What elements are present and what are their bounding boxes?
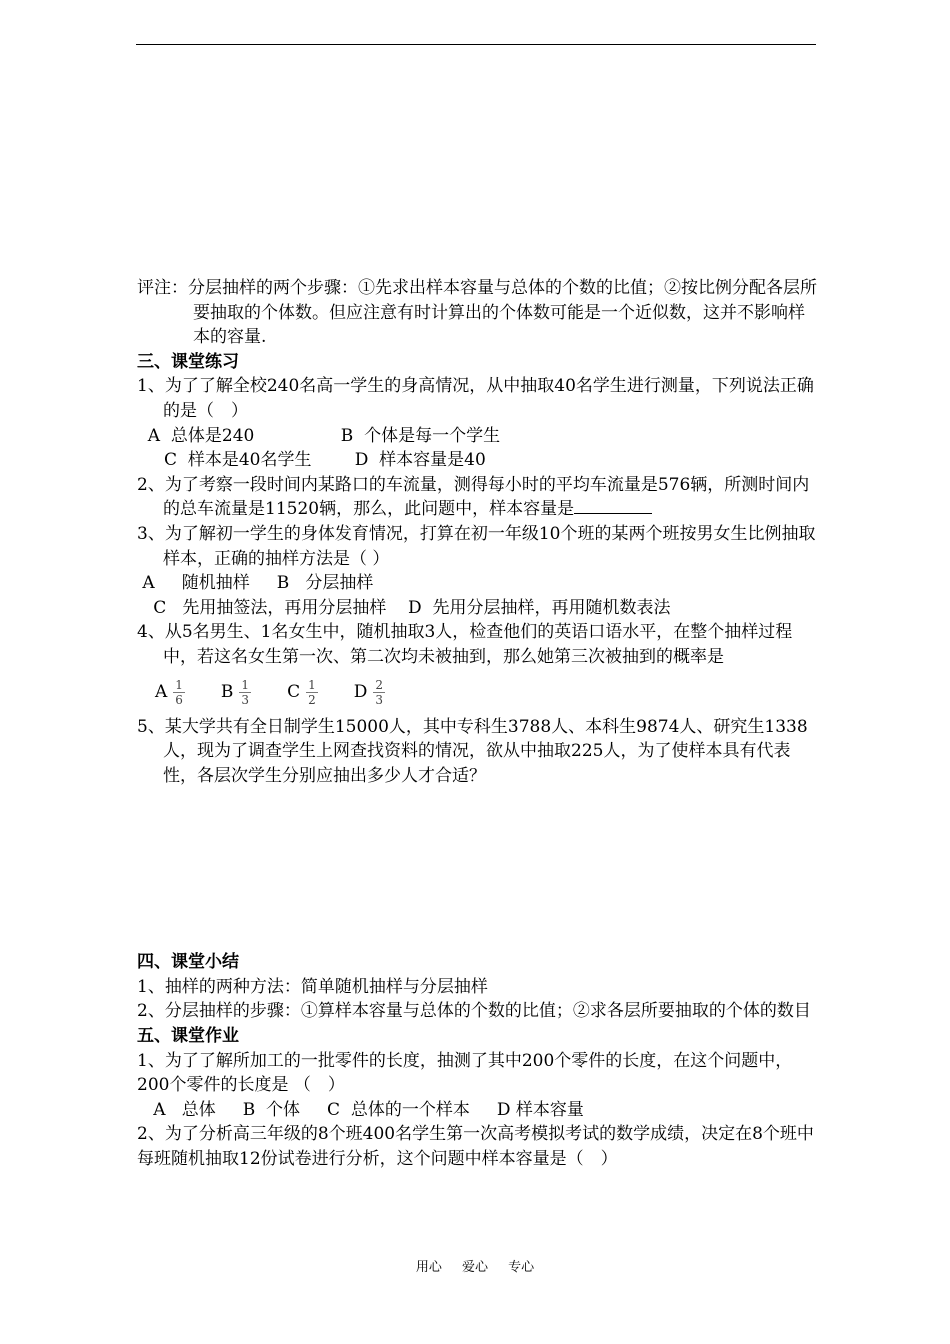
option-d-numerator: 2 [375,677,383,692]
option-d-fraction [373,678,385,707]
section-4-title: 四、课堂小结 [137,952,239,973]
exercise-5: 5、某大学共有全日制学生15000人，其中专科生3788人、本科生9874人、研究生1338人，现为了调查学生上网查找资料的情况，欲从中抽取225人，为了使样本具有代表性，各层次学生分别应抽出多少人才合适？ [137,716,808,786]
option-a-fraction [173,678,185,707]
option-d-label: D [353,681,368,702]
answer-space [137,788,817,950]
page-footer [0,1256,950,1275]
homework-1-options: A 总体 B 个体 C 总体的一个样本 D 样本容量 [137,1099,584,1120]
option-a-denominator: 6 [175,692,183,707]
summary-item-2: 2、分层抽样的步骤：①算样本容量与总体的个数的比值；②求各层所要抽取的个体的数目 [137,1001,811,1022]
option-c-label: C [287,681,301,702]
footer-word-3: 专心 [508,1260,535,1275]
footer-word-1: 用心 [415,1260,442,1275]
section-5-title: 五、课堂作业 [137,1026,239,1047]
footer-word-2: 爱心 [461,1260,488,1275]
option-d-denominator: 3 [375,692,383,707]
option-b-denominator: 3 [241,692,250,707]
option-b-numerator: 1 [241,677,250,692]
option-b-label: B [220,681,234,702]
option-c-fraction [306,678,318,707]
page-content [137,276,817,1172]
exercise-1-options-cd: C 样本是40名学生 D 样本容量是40 [137,450,486,471]
section-3-title: 三、课堂练习 [137,351,239,372]
option-a-numerator: 1 [175,677,183,692]
exercise-3: 3、为了解初一学生的身体发育情况，打算在初一年级10个班的某两个班按男女生比例抽取样本，正确的抽样方法是（ ） [137,523,816,569]
exercise-1: 1、为了了解全校240名高一学生的身高情况，从中抽取40名学生进行测量，下列说法正确的是（ ） [137,376,814,421]
option-c-numerator: 1 [308,677,316,692]
exercise-2-text: 2、为了考察一段时间内某路口的车流量，测得每小时的平均车流量是576辆，所测时间内的总车流量是11520辆，那么，此问题中，样本容量是 [137,474,810,520]
comment-note: 评注：分层抽样的两个步骤：①先求出样本容量与总体的个数的比值；②按比例分配各层所要抽取的个体数。但应注意有时计算出的个体数可能是一个近似数，这并不影响样本的容量. [137,278,817,348]
exercise-2 [137,473,817,522]
exercise-4: 4、从5名男生、1名女生中，随机抽取3人，检查他们的英语口语水平，在整个抽样过程中，若这名女生第一次、第二次均未被抽到，那么她第三次被抽到的概率是 [137,622,793,667]
exercise-4-options [137,670,817,715]
homework-1: 1、为了了解所加工的一批零件的长度，抽测了其中200个零件的长度，在这个问题中，200个零件的长度是 （ ） [137,1050,793,1096]
exercise-3-options-cd: C 先用抽签法，再用分层抽样 D 先用分层抽样，再用随机数表法 [137,597,671,618]
option-b-fraction [239,678,251,707]
exercise-1-options-ab: A 总体是240 B 个体是每一个学生 [137,425,501,446]
option-c-denominator: 2 [308,692,316,707]
exercise-3-options-ab: A 随机抽样 B 分层抽样 [137,573,374,594]
summary-item-1: 1、抽样的两种方法：简单随机抽样与分层抽样 [137,976,488,997]
answer-blank [574,499,652,514]
option-a-label: A [155,681,168,702]
header-rule [136,44,816,45]
homework-2: 2、为了分析高三年级的8个班400名学生第一次高考模拟考试的数学成绩，决定在8个班中每班随机抽取12份试卷进行分析，这个问题中样本容量是（ ） [137,1124,814,1170]
